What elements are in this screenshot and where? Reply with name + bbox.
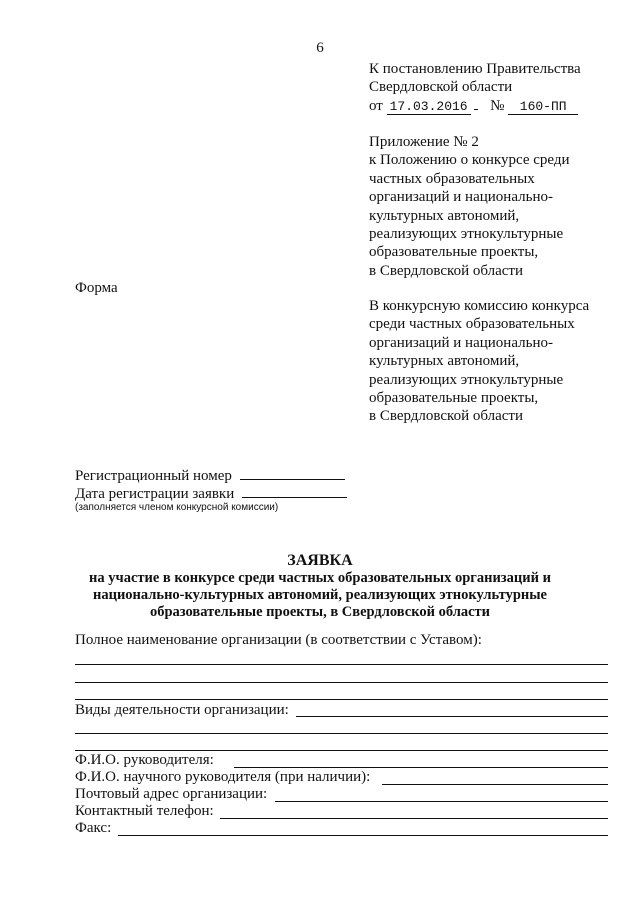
appendix-line: к Положению о конкурсе среди xyxy=(369,152,570,169)
fax-label: Факс: xyxy=(75,820,112,836)
decree-line-2: Свердловской области xyxy=(369,79,513,96)
fax-line[interactable] xyxy=(118,835,608,836)
registration-number-label: Регистрационный номер xyxy=(75,468,232,484)
appendix-line: Приложение № 2 xyxy=(369,134,479,150)
decree-number-prefix: № xyxy=(490,97,505,114)
appendix-line: частных образовательных xyxy=(369,170,535,187)
application-subtitle-line: образовательные проекты, в Свердловской области xyxy=(149,604,491,620)
addressee-line: среди частных образовательных xyxy=(369,316,575,333)
registration-note: (заполняется членом конкурсной комиссии) xyxy=(75,502,279,513)
head-line[interactable] xyxy=(234,767,608,768)
appendix-line: образовательные проекты, xyxy=(369,244,539,261)
addressee-line: культурных автономий, xyxy=(369,353,520,370)
registration-date-row xyxy=(75,485,347,503)
postal-address-line[interactable] xyxy=(275,801,608,802)
scientific-head-line[interactable] xyxy=(382,784,608,785)
decree-reference xyxy=(369,60,581,115)
activities-line[interactable] xyxy=(75,750,608,751)
registration-date-field[interactable] xyxy=(242,485,347,498)
full-name-line[interactable] xyxy=(75,682,608,683)
page-number: 6 xyxy=(316,40,324,56)
decree-date-line xyxy=(369,97,581,115)
full-name-line[interactable] xyxy=(75,664,608,665)
decree-number: 160-ПП xyxy=(508,99,578,115)
registration-number-row xyxy=(75,467,345,485)
scientific-head-label: Ф.И.О. научного руководителя (при наличии): xyxy=(75,769,371,785)
full-name-line[interactable] xyxy=(75,699,608,700)
application-subtitle-line: на участие в конкурсе среди частных образовательных организаций и xyxy=(89,570,551,586)
addressee-line: реализующих этнокультурные xyxy=(369,371,564,388)
phone-label: Контактный телефон: xyxy=(75,803,214,819)
appendix-line: реализующих этнокультурные xyxy=(369,226,564,243)
postal-address-label: Почтовый адрес организации: xyxy=(75,786,268,802)
registration-number-field[interactable] xyxy=(240,467,345,480)
addressee-line: В конкурсную комиссию конкурса xyxy=(369,298,590,314)
activities-label: Виды деятельности организации: xyxy=(75,702,289,718)
appendix-line: культурных автономий, xyxy=(369,207,520,224)
application-subtitle-line: национально-культурных автономий, реализующих этнокультурные xyxy=(92,587,547,603)
phone-line[interactable] xyxy=(220,818,608,819)
appendix-line: в Свердловской области xyxy=(369,262,524,279)
addressee-block xyxy=(369,297,589,426)
decree-date: 17.03.2016 xyxy=(387,99,471,115)
addressee-line: в Свердловской области xyxy=(369,408,524,425)
appendix-block xyxy=(369,133,570,280)
form-label: Форма xyxy=(75,280,118,296)
addressee-line: образовательные проекты, xyxy=(369,390,539,407)
appendix-line: организаций и национально- xyxy=(369,189,553,206)
head-label: Ф.И.О. руководителя: xyxy=(75,752,214,768)
application-title: ЗАЯВКА xyxy=(287,552,353,569)
registration-date-label: Дата регистрации заявки xyxy=(75,486,235,502)
activities-line[interactable] xyxy=(296,716,608,717)
decree-date-underline-tail xyxy=(474,109,478,110)
addressee-line: организаций и национально- xyxy=(369,334,553,351)
full-name-label: Полное наименование организации (в соответствии с Уставом): xyxy=(75,632,482,648)
decree-date-prefix: от xyxy=(369,97,383,114)
activities-line[interactable] xyxy=(75,733,608,734)
decree-line-1: К постановлению Правительства xyxy=(369,61,581,77)
